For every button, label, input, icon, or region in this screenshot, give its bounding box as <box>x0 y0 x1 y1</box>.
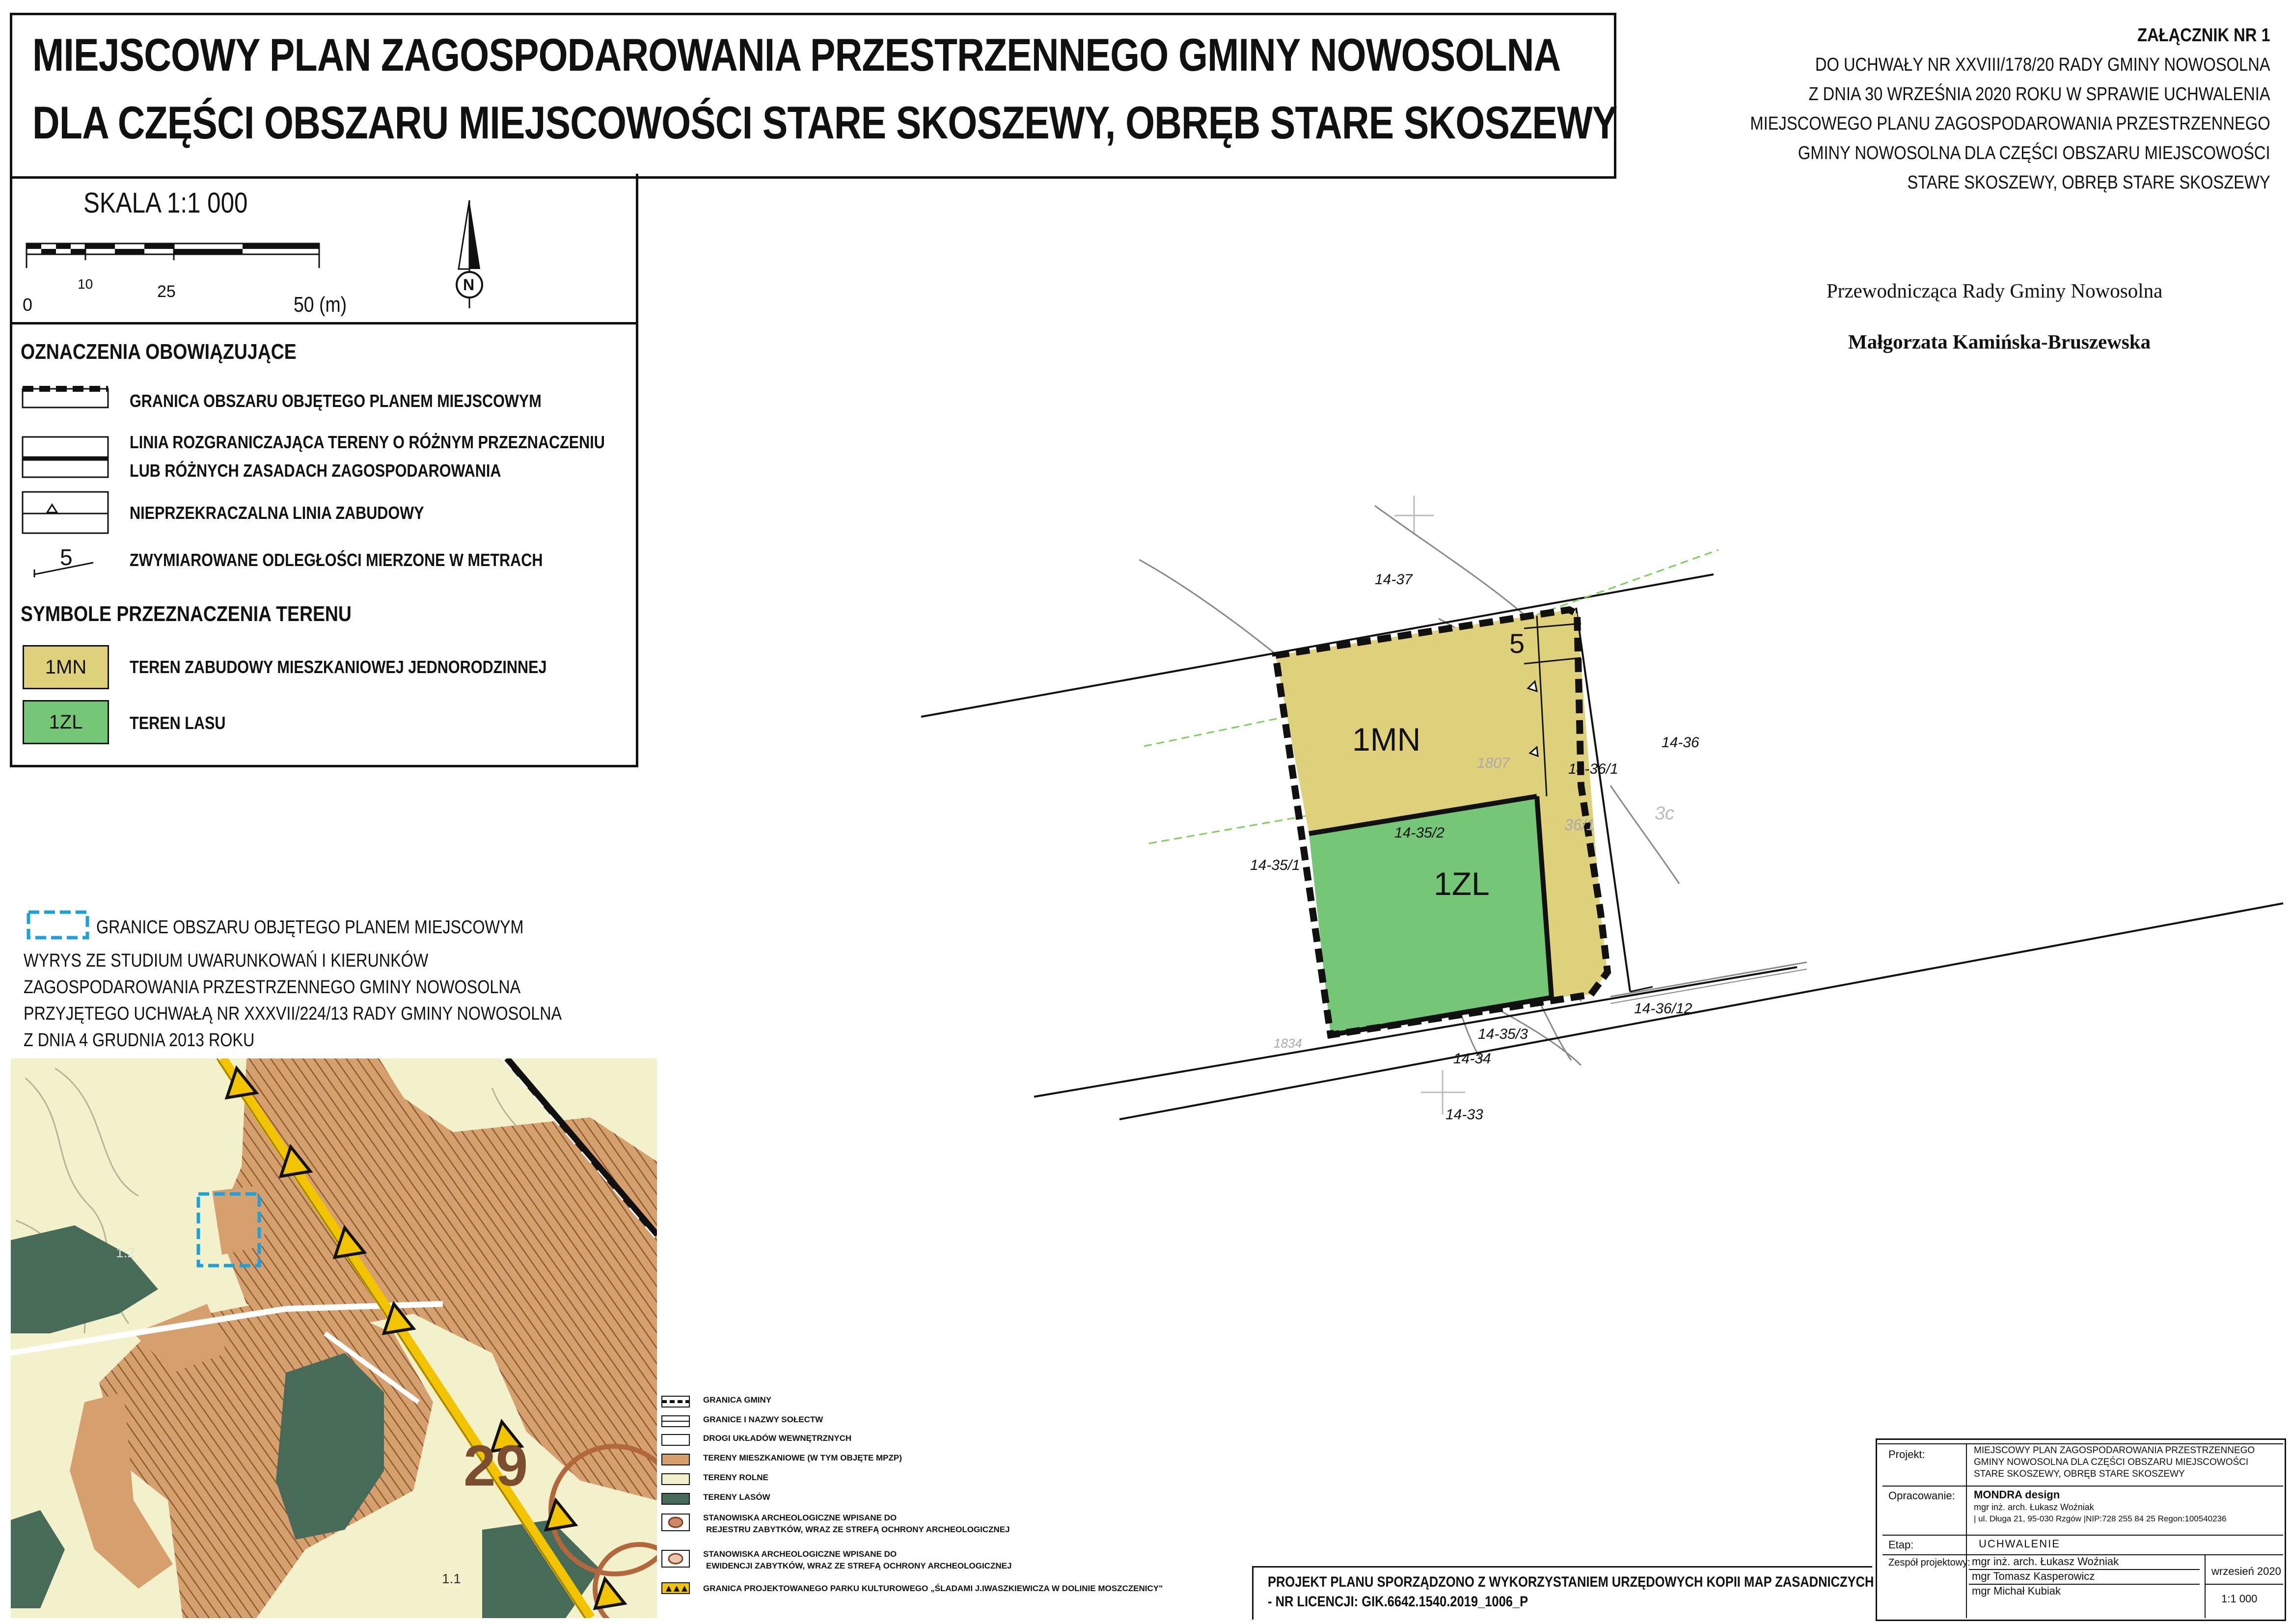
legend-item-plan-boundary: GRANICA OBSZARU OBJĘTEGO PLANEM MIEJSCOWYM <box>130 391 542 411</box>
study-caption-3: PRZYJĘTEGO UCHWAŁĄ NR XXXVII/224/13 RADY GMINY NOWOSOLNA <box>24 1003 562 1024</box>
license-line-2: - NR LICENCJI: GIK.6642.1540.2019_1006_P <box>1268 1594 1528 1610</box>
symbol-swatch-1zl <box>23 700 109 744</box>
study-boundary-swatch <box>27 909 90 944</box>
annex-number: ZAŁĄCZNIK NR 1 <box>2137 25 2270 46</box>
study-legend-item: TERENY LASÓW <box>703 1492 770 1502</box>
company-address: | ul. Długa 21, 95-030 Rzgów |NIP:728 255 84 25 Regon:100540236 <box>1974 1514 2227 1523</box>
scale-divider <box>10 322 636 325</box>
team-member: mgr inż. arch. Łukasz Woźniak <box>1972 1555 2119 1568</box>
annex-line: MIEJSCOWEGO PLANU ZAGOSPODAROWANIA PRZESTRZENNEGO <box>1750 113 2270 134</box>
study-legend-item: TERENY ROLNE <box>703 1473 768 1482</box>
zone-label-1zl: 1ZL <box>1434 866 1490 902</box>
legend-swatch-building-line <box>22 491 110 535</box>
study-legend-item: STANOWISKA ARCHEOLOGICZNE WPISANE DO <box>703 1513 897 1522</box>
scale-bar <box>20 236 334 270</box>
study-map-label-11: 1.1 <box>442 1571 461 1586</box>
legend-item-dividing-line-1: LINIA ROZGRANICZAJĄCA TERENY O RÓŻNYM PRZEZNACZENIU <box>130 432 605 452</box>
title-block-row <box>1882 1486 2283 1487</box>
study-caption-1: WYRYS ZE STUDIUM UWARUNKOWAŃ I KIERUNKÓW <box>24 950 429 971</box>
projekt-value-2: GMINY NOWOSOLNA DLA CZĘŚCI OBSZARU MIEJSCOWOŚCI <box>1974 1457 2249 1467</box>
parcel-label: 14-35/2 <box>1394 825 1445 841</box>
legend-swatch-dividing-line <box>22 436 110 480</box>
plan-scale: 1:1 000 <box>2221 1593 2258 1605</box>
parcel-label: 14-35/1 <box>1250 857 1300 873</box>
zespol-label: Zespół projektowy: <box>1888 1557 1970 1568</box>
legend-swatch-plan-boundary <box>22 386 110 410</box>
title-block-row <box>2205 1584 2283 1585</box>
north-arrow-icon <box>445 195 494 313</box>
parcel-label: 14-36/12 <box>1634 1001 1692 1017</box>
study-legend-item: DROGI UKŁADÓW WEWNĘTRZNYCH <box>703 1434 852 1443</box>
parcel-label: 14-34 <box>1453 1051 1491 1067</box>
company-name: MONDRA design <box>1974 1489 2060 1501</box>
title-block-col <box>1966 1443 1967 1618</box>
study-map-label-12: 1.2 <box>116 1245 135 1260</box>
symbol-swatch-1mn <box>23 645 109 689</box>
company-author: mgr inż. arch. Łukasz Woźniak <box>1974 1502 2094 1512</box>
study-boundary-label: GRANICE OBSZARU OBJĘTEGO PLANEM MIEJSCOWYM <box>96 917 524 938</box>
symbols-heading: SYMBOLE PRZEZNACZENIA TERENU <box>21 602 352 626</box>
legend-dimension-value: 5 <box>60 544 73 570</box>
study-caption-4: Z DNIA 4 GRUDNIA 2013 ROKU <box>24 1030 255 1051</box>
parcel-label: 14-37 <box>1375 571 1413 588</box>
projekt-label: Projekt: <box>1888 1448 1925 1461</box>
scale-tick-0: 0 <box>23 295 33 315</box>
faint-label: 1807 <box>1477 755 1510 771</box>
signature-role: Przewodnicząca Rady Gminy Nowosolna <box>1827 279 2163 302</box>
faint-label: 36/1 <box>1564 816 1595 834</box>
legend-heading: OZNACZENIA OBOWIĄZUJĄCE <box>21 340 297 364</box>
annex-line: Z DNIA 30 WRZEŚNIA 2020 ROKU W SPRAWIE UCHWALENIA <box>1808 84 2270 105</box>
license-line-1: PROJEKT PLANU SPORZĄDZONO Z WYKORZYSTANIEM URZĘDOWYCH KOPII MAP ZASADNICZYCH <box>1268 1574 1874 1590</box>
study-legend-item: GRANICA PROJEKTOWANEGO PARKU KULTUROWEGO „ŚLADAMI J.IWASZKIEWICZA W DOLINIE MOSZCZENICY" <box>703 1584 1163 1593</box>
parcel-label: 14-33 <box>1446 1107 1483 1123</box>
study-map <box>11 1058 657 1618</box>
symbol-code-1zl: 1ZL <box>49 711 83 733</box>
etap-value: UCHWALENIE <box>1979 1538 2060 1550</box>
team-underline <box>1969 1569 2200 1570</box>
etap-label: Etap: <box>1888 1539 1914 1551</box>
faint-label: 3c <box>1655 803 1675 824</box>
zone-label-1mn: 1MN <box>1352 721 1421 758</box>
team-member: mgr Tomasz Kasperowicz <box>1972 1570 2095 1582</box>
scale-label: SKALA 1:1 000 <box>83 187 248 219</box>
study-legend-item: GRANICA GMINY <box>703 1395 772 1405</box>
symbol-text-1zl: TEREN LASU <box>130 713 226 733</box>
study-legend-item: TERENY MIESZKANIOWE (W TYM OBJĘTE MPZP) <box>703 1453 902 1462</box>
team-member: mgr Michał Kubiak <box>1972 1585 2061 1597</box>
plan-date: wrzesień 2020 <box>2211 1565 2281 1577</box>
parcel-label: 14-35/3 <box>1478 1026 1528 1042</box>
projekt-value-1: MIEJSCOWY PLAN ZAGOSPODAROWANIA PRZESTRZENNEGO <box>1974 1445 2255 1456</box>
annex-block <box>1750 21 2270 197</box>
scale-tick-50: 50 (m) <box>294 293 347 317</box>
study-map-number: 29 <box>464 1434 528 1498</box>
plan-dim-value: 5 <box>1509 628 1525 659</box>
north-label: N <box>463 276 475 294</box>
team-underline <box>1969 1584 2200 1585</box>
scale-tick-10: 10 <box>78 276 93 292</box>
opracowanie-label: Opracowanie: <box>1888 1489 1955 1502</box>
parcel-label: 14-36 <box>1662 734 1699 751</box>
parcel-label: 14-36/1 <box>1568 761 1618 777</box>
study-legend-swatches <box>661 1393 692 1599</box>
study-legend-item: EWIDENCJI ZABYTKÓW, WRAZ ZE STREFĄ OCHRONY ARCHEOLOGICZNEJ <box>706 1561 1012 1570</box>
title-block-row <box>1882 1535 2283 1536</box>
symbol-code-1mn: 1MN <box>45 656 87 678</box>
symbol-text-1mn: TEREN ZABUDOWY MIESZKANIOWEJ JEDNORODZINNEJ <box>130 657 547 677</box>
annex-line: GMINY NOWOSOLNA DLA CZĘŚCI OBSZARU MIEJSCOWOŚCI <box>1798 143 2270 163</box>
plan-title-line1: MIEJSCOWY PLAN ZAGOSPODAROWANIA PRZESTRZENNEGO GMINY NOWOSOLNA <box>32 29 1561 81</box>
faint-label: 1834 <box>1274 1036 1302 1051</box>
title-block-col <box>2205 1554 2206 1618</box>
annex-line: STARE SKOSZEWY, OBRĘB STARE SKOSZEWY <box>1907 172 2270 193</box>
study-caption-2: ZAGOSPODAROWANIA PRZESTRZENNEGO GMINY NOWOSOLNA <box>24 977 521 998</box>
study-legend-item: STANOWISKA ARCHEOLOGICZNE WPISANE DO <box>703 1549 897 1559</box>
projekt-value-3: STARE SKOSZEWY, OBRĘB STARE SKOSZEWY <box>1974 1469 2185 1479</box>
annex-line: DO UCHWAŁY NR XXVIII/178/20 RADY GMINY NOWOSOLNA <box>1815 54 2270 75</box>
title-block-row <box>1878 1443 2283 1444</box>
plan-title-line2: DLA CZĘŚCI OBSZARU MIEJSCOWOŚCI STARE SKOSZEWY, OBRĘB STARE SKOSZEWY <box>32 97 1617 148</box>
scale-tick-25: 25 <box>157 282 176 301</box>
study-legend-item: REJESTRU ZABYTKÓW, WRAZ ZE STREFĄ OCHRONY ARCHEOLOGICZNEJ <box>706 1525 1010 1534</box>
legend-item-building-line: NIEPRZEKRACZALNA LINIA ZABUDOWY <box>130 503 424 523</box>
plan-drawing <box>884 481 2291 1276</box>
legend-item-dividing-line-2: LUB RÓŻNYCH ZASADACH ZAGOSPODAROWANIA <box>130 460 501 481</box>
legend-item-dimension: ZWYMIAROWANE ODLEGŁOŚCI MIERZONE W METRACH <box>130 550 543 570</box>
signature-name: Małgorzata Kamińska-Bruszewska <box>1848 330 2151 353</box>
study-legend-item: GRANICE I NAZWY SOŁECTW <box>703 1415 823 1424</box>
